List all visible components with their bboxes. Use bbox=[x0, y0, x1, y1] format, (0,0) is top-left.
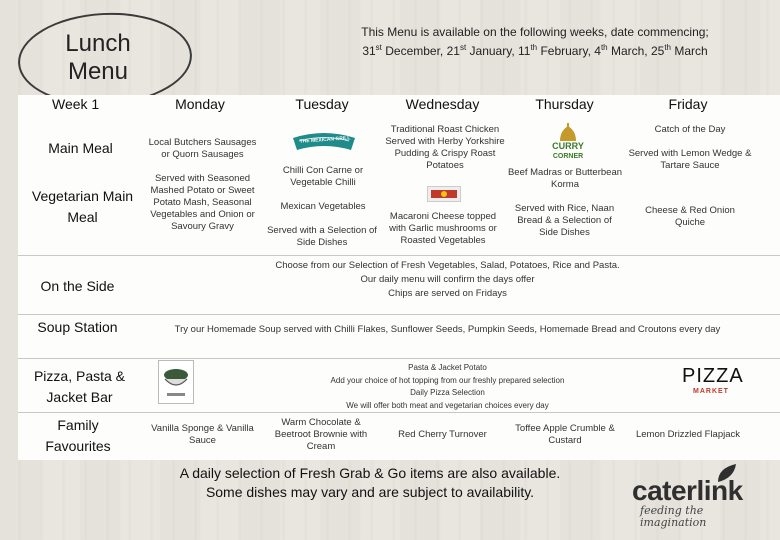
date-text: December, 21 bbox=[381, 44, 460, 58]
notice-dates bbox=[300, 40, 770, 59]
pizza-market-top: PIZZA bbox=[682, 365, 744, 387]
mexican-grill-logo bbox=[291, 128, 357, 158]
day-thursday: Thursday bbox=[535, 96, 594, 112]
roast-icon bbox=[428, 187, 460, 201]
pizza-market-bottom: MARKET bbox=[693, 388, 729, 395]
row-label-side: On the Side bbox=[40, 278, 115, 294]
main-friday-side: Served with Lemon Wedge & Tartare Sauce bbox=[628, 148, 752, 171]
roast-dinner-logo bbox=[427, 186, 461, 202]
date-text: February, 4 bbox=[537, 44, 601, 58]
pizza-market-logo bbox=[682, 365, 744, 401]
curry-label-bottom: CORNER bbox=[552, 153, 584, 160]
pizza-line2: Add your choice of hot topping from our freshly prepared selection bbox=[330, 375, 565, 385]
caterlink-wordmark: caterlink bbox=[632, 475, 743, 506]
curry-corner-logo bbox=[550, 123, 586, 165]
week-label: Week 1 bbox=[52, 96, 100, 112]
row-label-pizza: Pizza, Pasta & Jacket Bar bbox=[33, 368, 126, 405]
main-friday: Catch of the Day bbox=[654, 124, 726, 135]
family-friday: Lemon Drizzled Flapjack bbox=[635, 429, 740, 440]
date-suffix: th bbox=[664, 43, 671, 52]
side-line3: Chips are served on Fridays bbox=[388, 288, 507, 299]
footer-line1: A daily selection of Fresh Grab & Go items are also available. bbox=[179, 465, 561, 481]
main-wednesday: Traditional Roast Chicken Served with Herby Yorkshire Pudding & Crispy Roast Potatoes bbox=[385, 124, 505, 171]
date-text: March, 25 bbox=[607, 44, 665, 58]
soup-text: Try our Homemade Soup served with Chilli Flakes, Sunflower Seeds, Pumpkin Seeds, Homemade Bread and Croutons every day bbox=[174, 324, 721, 335]
side-text bbox=[255, 259, 640, 301]
date-suffix: st bbox=[459, 43, 467, 52]
pizza-line3: Daily Pizza Selection bbox=[410, 388, 485, 397]
pizza-pasta-logo bbox=[158, 360, 194, 404]
veg-friday: Cheese & Red Onion Quiche bbox=[645, 205, 735, 228]
veg-tuesday-b: Served with a Selection of Side Dishes bbox=[267, 225, 377, 248]
day-monday: Monday bbox=[175, 96, 225, 112]
row-label-soup: Soup Station bbox=[37, 319, 118, 335]
family-wednesday: Red Cherry Turnover bbox=[398, 429, 487, 440]
divider-soup bbox=[18, 314, 780, 315]
main-tuesday: Chilli Con Carne or Vegetable Chilli bbox=[282, 165, 364, 188]
row-label-family: Family Favourites bbox=[45, 417, 111, 454]
date-suffix: st bbox=[375, 43, 382, 52]
side-line2: Our daily menu will confirm the days offer bbox=[360, 274, 535, 285]
date-suffix: th bbox=[600, 43, 608, 52]
row-label-main-meal: Main Meal bbox=[48, 140, 113, 156]
date-text: 31 bbox=[362, 44, 376, 58]
date-suffix: th bbox=[530, 43, 538, 52]
divider-side bbox=[18, 255, 780, 256]
mexican-grill-label: THE MEXICAN GRILL bbox=[299, 135, 351, 145]
family-monday: Vanilla Sponge & Vanilla Sauce bbox=[151, 423, 254, 446]
veg-tuesday-a: Mexican Vegetables bbox=[280, 201, 366, 212]
pizza-line1: Pasta & Jacket Potato bbox=[408, 363, 487, 372]
menu-title-menu: Menu bbox=[67, 58, 129, 85]
caterlink-tagline: feeding the imagination bbox=[640, 504, 707, 529]
main-thursday: Beef Madras or Butterbean Korma bbox=[507, 167, 623, 190]
curry-dome-icon bbox=[550, 123, 586, 143]
menu-title-lunch: Lunch bbox=[65, 30, 131, 57]
day-friday: Friday bbox=[668, 96, 708, 112]
veg-wednesday: Macaroni Cheese topped with Garlic mushrooms or Roasted Vegetables bbox=[389, 211, 497, 246]
divider-pizza bbox=[18, 358, 780, 359]
notice-line1: This Menu is available on the following weeks, date commencing; bbox=[361, 25, 709, 39]
pizza-line4: We will offer both meat and vegetarian choices every day bbox=[346, 400, 549, 410]
day-wednesday: Wednesday bbox=[405, 96, 480, 112]
footer-note bbox=[135, 464, 605, 502]
day-tuesday: Tuesday bbox=[295, 96, 349, 112]
curry-label-top: CURRY bbox=[552, 141, 584, 151]
caterlink-logo bbox=[632, 462, 772, 529]
family-tuesday: Warm Chocolate & Beetroot Brownie with Cream bbox=[274, 417, 368, 452]
veg-monday: Served with Seasoned Mashed Potato or Sweet Potato Mash, Seasonal Vegetables and Onion or Savoury Gravy bbox=[150, 173, 255, 232]
date-text: January, 11 bbox=[466, 44, 531, 58]
main-monday: Local Butchers Sausages or Quorn Sausages bbox=[148, 137, 257, 160]
veg-thursday: Served with Rice, Naan Bread & a Selection of Side Dishes bbox=[514, 203, 615, 238]
side-line1: Choose from our Selection of Fresh Vegetables, Salad, Potatoes, Rice and Pasta. bbox=[275, 260, 620, 271]
availability-notice bbox=[300, 24, 770, 59]
date-text: March bbox=[670, 44, 708, 58]
family-thursday: Toffee Apple Crumble & Custard bbox=[515, 423, 615, 446]
pasta-bowl-icon bbox=[159, 361, 193, 403]
row-label-vegetarian: Vegetarian Main Meal bbox=[31, 188, 134, 225]
footer-line2: Some dishes may vary and are subject to availability. bbox=[205, 484, 535, 500]
pizza-text bbox=[300, 362, 595, 412]
divider-family bbox=[18, 412, 780, 413]
menu-title bbox=[28, 30, 168, 86]
